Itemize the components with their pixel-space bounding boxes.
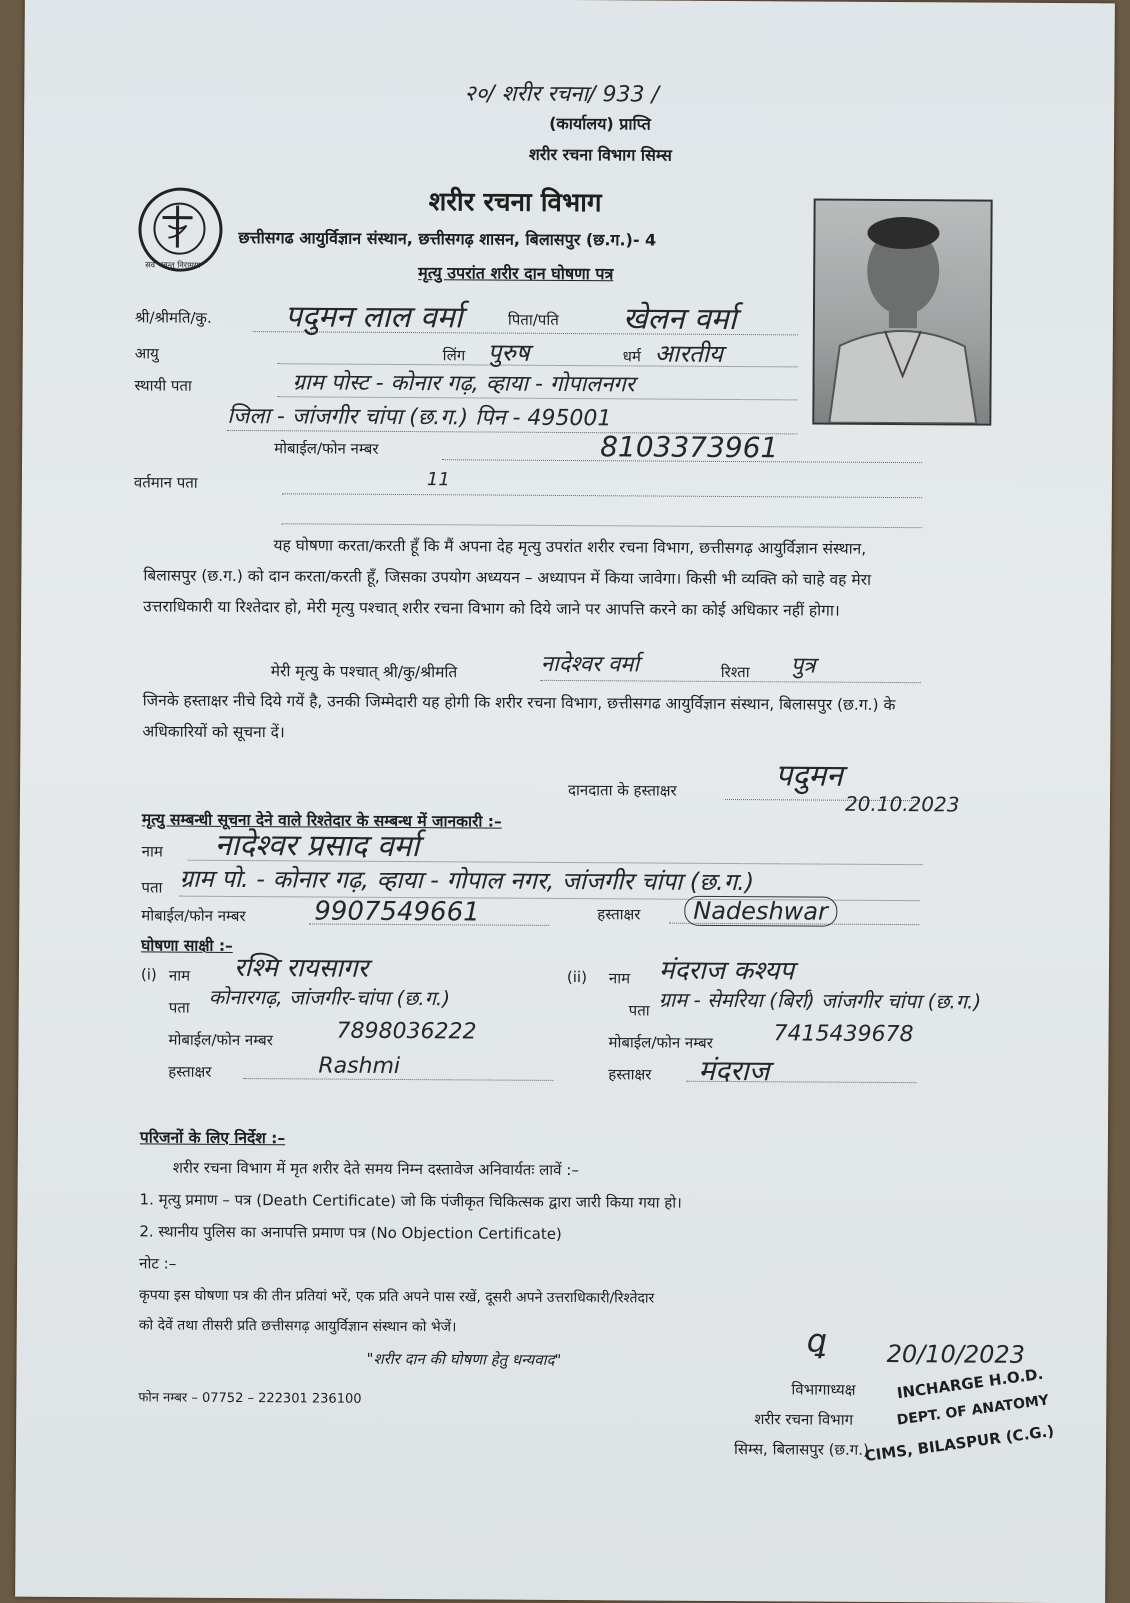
- current-address-label: वर्तमान पता: [134, 472, 198, 492]
- witness2-name: मंदराज कश्यप: [659, 951, 794, 988]
- relation-value: पुत्र: [791, 649, 816, 679]
- witness2-sign-label: हस्ताक्षर: [608, 1064, 651, 1084]
- donor-photo: [812, 199, 992, 426]
- hod-stamp-line-3: CIMS, BILASPUR (C.G.): [864, 1422, 1055, 1465]
- instructions-heading: परिजनों के लिए निर्देश :–: [140, 1125, 285, 1148]
- religion-value: आरतीय: [655, 337, 723, 370]
- stamp-line-3: शरीर रचना विभाग सिम्स: [529, 143, 672, 166]
- office-phone: फोन नम्बर – 07752 – 222301 236100: [138, 1387, 361, 1406]
- witness1-address: कोनारगढ़, जांजगीर-चांपा (छ.ग.): [209, 983, 450, 1011]
- witnesses-heading: घोषणा साक्षी :–: [141, 933, 233, 956]
- relation-label: रिश्ता: [721, 662, 750, 682]
- hod-stamp-line-2: DEPT. OF ANATOMY: [896, 1392, 1050, 1428]
- witness1-sign-label: हस्ताक्षर: [168, 1062, 211, 1082]
- current-address-line-1: [282, 493, 922, 498]
- institute-name: छत्तीसगढ आयुर्विज्ञान संस्थान, छत्तीसगढ़ शासन, बिलासपुर (छ.ग.)- 4: [238, 226, 656, 251]
- father-label: पिता/पति: [508, 310, 559, 330]
- relative-address-label: पता: [141, 877, 162, 897]
- witness1-mobile: 7898036222: [337, 1019, 477, 1045]
- mobile-value: 8103373961: [600, 430, 778, 464]
- instructions-intro: शरीर रचना विभाग में मृत शरीर देते समय निम्न दस्तावेज अनिवार्यतः लावें :–: [173, 1158, 579, 1180]
- department-title: शरीर रचना विभाग: [429, 182, 602, 219]
- instruction-item-2: 2. स्थानीय पुलिस का अनापत्ति प्रमाण पत्र (No Objection Certificate): [139, 1221, 562, 1244]
- relative-address: ग्राम पो. - कोनार गढ़, व्हाया - गोपाल नगर, जांजगीर चांपा (छ.ग.): [179, 862, 754, 899]
- donor-sign-date: 20.10.2023: [845, 792, 960, 817]
- relative-sign-label: हस्ताक्षर: [597, 904, 640, 924]
- witness1-name: रश्मि रायसागर: [234, 948, 368, 985]
- witness2-mobile-label: मोबाईल/फोन नम्बर: [608, 1032, 712, 1053]
- hod-stamp-line-1: INCHARGE H.O.D.: [896, 1365, 1044, 1402]
- instruction-item-1: 1. मृत्यु प्रमाण – पत्र (Death Certificate) जो कि पंजीकृत चिकित्सक द्वारा जारी किया गया हो।: [139, 1189, 681, 1212]
- donor-name-label: श्री/श्रीमति/कु.: [135, 307, 212, 327]
- hod-line-3: सिम्स, बिलासपुर (छ.ग.): [734, 1439, 869, 1460]
- heir-prefix: मेरी मृत्यु के पश्चात् श्री/कु/श्रीमति: [271, 659, 458, 682]
- permanent-address-label: स्थायी पता: [134, 375, 191, 395]
- father-name: खेलन वर्मा: [623, 296, 737, 338]
- witness2-index: (ii): [567, 968, 587, 986]
- witness1-signature: Rashmi: [318, 1053, 400, 1078]
- note-line-1: कृपया इस घोषणा पत्र की तीन प्रतियां भरें, एक प्रति अपने पास रखें, दूसरी अपने उत्तराधिकारी/रिश्तेदार: [139, 1285, 654, 1307]
- caduceus-icon: [138, 187, 216, 265]
- stamp-line-2: (कार्यालय) प्राप्ति: [549, 112, 651, 135]
- person-photo-icon: [814, 201, 990, 424]
- witness2-address-label: पता: [629, 1000, 650, 1020]
- witness2-signature: मंदराज: [698, 1051, 769, 1089]
- gender-label: लिंग: [443, 345, 466, 365]
- note-label: नोट :–: [139, 1253, 176, 1273]
- age-label: आयु: [135, 343, 159, 363]
- relative-mobile-label: मोबाईल/फोन नम्बर: [141, 905, 245, 926]
- current-address-line-2: [282, 523, 922, 528]
- permanent-address-2: जिला - जांजगीर चांपा (छ.ग.) पिन - 495001: [227, 400, 611, 432]
- hod-date: 20/10/2023: [887, 1340, 1025, 1369]
- witness1-name-label: नाम: [169, 966, 190, 986]
- current-address-value: 11: [427, 469, 450, 490]
- note-line-2: को देवें तथा तीसरी प्रति छत्तीसगढ़ आयुर्विज्ञान संस्थान को भेजें।: [139, 1315, 457, 1336]
- form-title: मृत्यु उपरांत शरीर दान घोषणा पत्र: [418, 261, 613, 284]
- donor-signature-label: दानदाता के हस्ताक्षर: [568, 780, 677, 801]
- declaration-paragraph: यह घोषणा करता/करती हूँ कि मैं अपना देह मृत्यु उपरांत शरीर रचना विभाग, छत्तीसगढ़ आयुर्विज्ञान संस्थान, बिलासपुर (छ.ग.) को दान करता/करती हूँ, जिसका उपयोग अध्ययन – अध्यापन में किया जावेगा। किसी भी व्यक्ति को चाहे वह मेरा उत्तराधिकारी या रिश्तेदार हो, मेरी मृत्यु पश्चात् शरीर रचना विभाग को दिये जाने पर आपत्ति करने का कोई अधिकार नहीं होगा।: [143, 529, 924, 627]
- relative-info-heading: मृत्यु सम्बन्धी सूचना देने वाले रिश्तेदार के सम्बन्ध में जानकारी :–: [142, 807, 502, 831]
- mobile-label: मोबाईल/फोन नम्बर: [274, 438, 378, 459]
- relative-mobile: 9907549661: [314, 896, 480, 927]
- stamp-line-1: २०/ शरीर रचना/ 933 /: [464, 77, 659, 108]
- witness2-address: ग्राम - सेमरिया (बिर्रा) जांजगीर चांपा (छ.ग.): [659, 986, 982, 1015]
- witness2-mobile: 7415439678: [773, 1021, 913, 1047]
- responsibility-paragraph: जिनके हस्ताक्षर नीचे दिये गयें है, उनकी जिम्मेदारी यह होगी कि शरीर रचना विभाग, छत्तीसगढ आयुर्विज्ञान संस्थान, बिलासपुर (छ.ग.) के अधिकारियों को सूचना दें।: [142, 685, 922, 752]
- donor-name: पदुमन लाल वर्मा: [285, 294, 463, 336]
- thanks-line: "शरीर दान की घोषणा हेतु धन्यवाद": [367, 1349, 562, 1370]
- donor-signature: पदुमन: [775, 753, 843, 794]
- hod-line-2: शरीर रचना विभाग: [754, 1409, 853, 1430]
- witness2-name-label: नाम: [609, 968, 630, 988]
- hod-line-1: विभागाध्यक्ष: [791, 1379, 855, 1399]
- logo-caption: सर्वे भवन्तु निरामया: [145, 259, 200, 270]
- witness1-index: (i): [141, 965, 157, 983]
- relative-name: नादेश्वर प्रसाद वर्मा: [215, 823, 420, 865]
- religion-label: धर्म: [623, 346, 641, 366]
- witness1-mobile-label: मोबाईल/फोन नम्बर: [168, 1030, 272, 1051]
- permanent-address-1: ग्राम पोस्ट - कोनार गढ़, व्हाया - गोपालनगर: [292, 366, 634, 398]
- relative-name-label: नाम: [142, 841, 163, 861]
- relative-signature: Nadeshwar: [684, 896, 837, 927]
- hod-signature-mark: ꝗ: [807, 1321, 828, 1359]
- gender-value: पुरुष: [488, 336, 530, 369]
- heir-name: नादेश्वर वर्मा: [541, 648, 639, 679]
- witness1-address-label: पता: [169, 998, 190, 1018]
- declaration-form-page: [15, 0, 1115, 1603]
